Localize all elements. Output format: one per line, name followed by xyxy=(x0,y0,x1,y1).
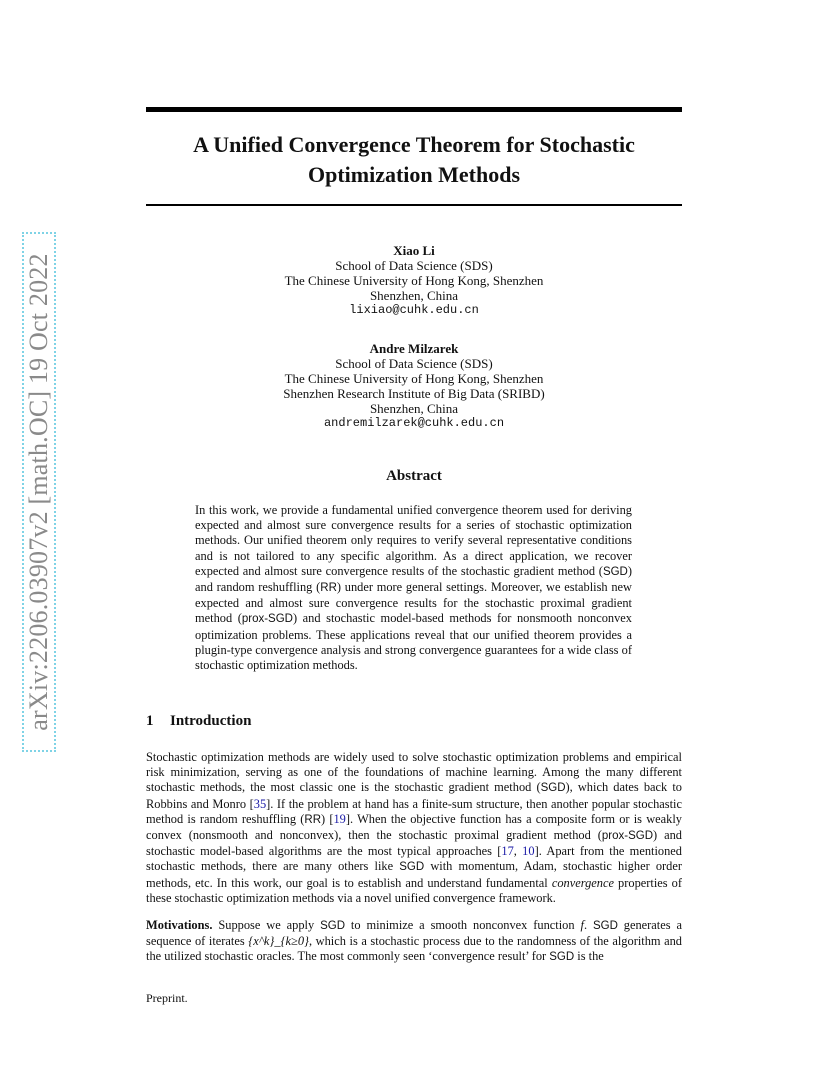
motivations-label: Motivations. xyxy=(146,918,213,932)
citation-link[interactable]: 35 xyxy=(253,796,267,811)
author-affiliation: The Chinese University of Hong Kong, Shenzhen xyxy=(284,273,544,288)
title-rule-top xyxy=(146,107,682,112)
citation-link[interactable]: 17 xyxy=(501,844,514,859)
author-block-1 xyxy=(146,243,682,318)
author-affiliation: School of Data Science (SDS) xyxy=(335,258,493,273)
abstract-heading: Abstract xyxy=(386,468,442,484)
author-affiliation: Shenzhen, China xyxy=(369,288,459,303)
author-name: Xiao Li xyxy=(393,243,435,258)
intro-paragraph: Stochastic optimization methods are widely used to solve stochastic optimization problems and empirical risk minimization, serving as one of the foundations of machine learning. Among the many different stochastic methods, the most classic one is the stochastic gradient method (SGD), which dates back to Robbins and Monro [35]. If the problem at hand has a finite-sum structure, then another popular stochastic method is random reshuffling (RR) [19]. When the objective function has a composite form or is weakly convex (nonsmooth and nonconvex), then the stochastic proximal gradient method (prox-SGD) and stochastic model-based algorithms are the most typical approaches [17, 10]. Apart from the mentioned stochastic methods, there are many others like SGD with momentum, Adam, stochastic higher order methods, etc. In this work, our goal is to establish and understand fundamental convergence properties of these stochastic optimization methods via a novel unified convergence framework. xyxy=(146,750,683,905)
author-email[interactable]: lixiao@cuhk.edu.cn xyxy=(349,303,479,317)
footer-preprint: Preprint. xyxy=(146,991,188,1005)
author-affiliation: School of Data Science (SDS) xyxy=(335,356,493,371)
iterates-math: {x^k}_{k≥0} xyxy=(248,934,309,949)
paper-title xyxy=(146,130,682,190)
author-affiliation: Shenzhen Research Institute of Big Data (SRIBD) xyxy=(283,386,545,401)
title-rule-bottom xyxy=(146,204,682,206)
author-name: Andre Milzarek xyxy=(369,341,459,356)
author-email[interactable]: andremilzarek@cuhk.edu.cn xyxy=(323,416,505,430)
title-line-1: A Unified Convergence Theorem for Stochastic xyxy=(193,132,635,157)
author-affiliation: The Chinese University of Hong Kong, Shenzhen xyxy=(284,371,544,386)
author-block-2 xyxy=(146,341,682,431)
motivations-paragraph: Motivations. Suppose we apply SGD to minimize a smooth nonconvex function f. SGD generates a sequence of iterates {x^k}_{k≥0}, which is a stochastic process due to the randomness of the algorithm and the utilized stochastic oracles. The most commonly seen ‘convergence result’ for SGD is the xyxy=(146,918,683,964)
arxiv-stamp[interactable]: arXiv:2206.03907v2 [math.OC] 19 Oct 2022 xyxy=(22,232,56,752)
section-number: 1 xyxy=(146,713,154,729)
author-affiliation: Shenzhen, China xyxy=(369,401,459,416)
section-heading-introduction xyxy=(146,713,251,730)
citation-link[interactable]: 19 xyxy=(333,811,346,826)
citation-link[interactable]: 10 xyxy=(522,844,535,859)
title-line-2: Optimization Methods xyxy=(307,162,521,187)
abstract-text: In this work, we provide a fundamental unified convergence theorem used for deriving expected and almost sure convergence results for a series of stochastic optimization methods. Our unified theorem only requires to verify several representative conditions and is not tailored to any specific algorithm. As a direct application, we recover expected and almost sure convergence results of the stochastic gradient method (SGD) and random reshuffling (RR) under more general settings. Moreover, we establish new expected and almost sure convergence results for the stochastic proximal gradient method (prox-SGD) and stochastic model-based methods for nonsmooth nonconvex optimization problems. These applications reveal that our unified theorem provides a plugin-type convergence analysis and strong convergence guarantees for a wide class of stochastic optimization methods. xyxy=(195,503,632,673)
section-title: Introduction xyxy=(170,713,252,729)
